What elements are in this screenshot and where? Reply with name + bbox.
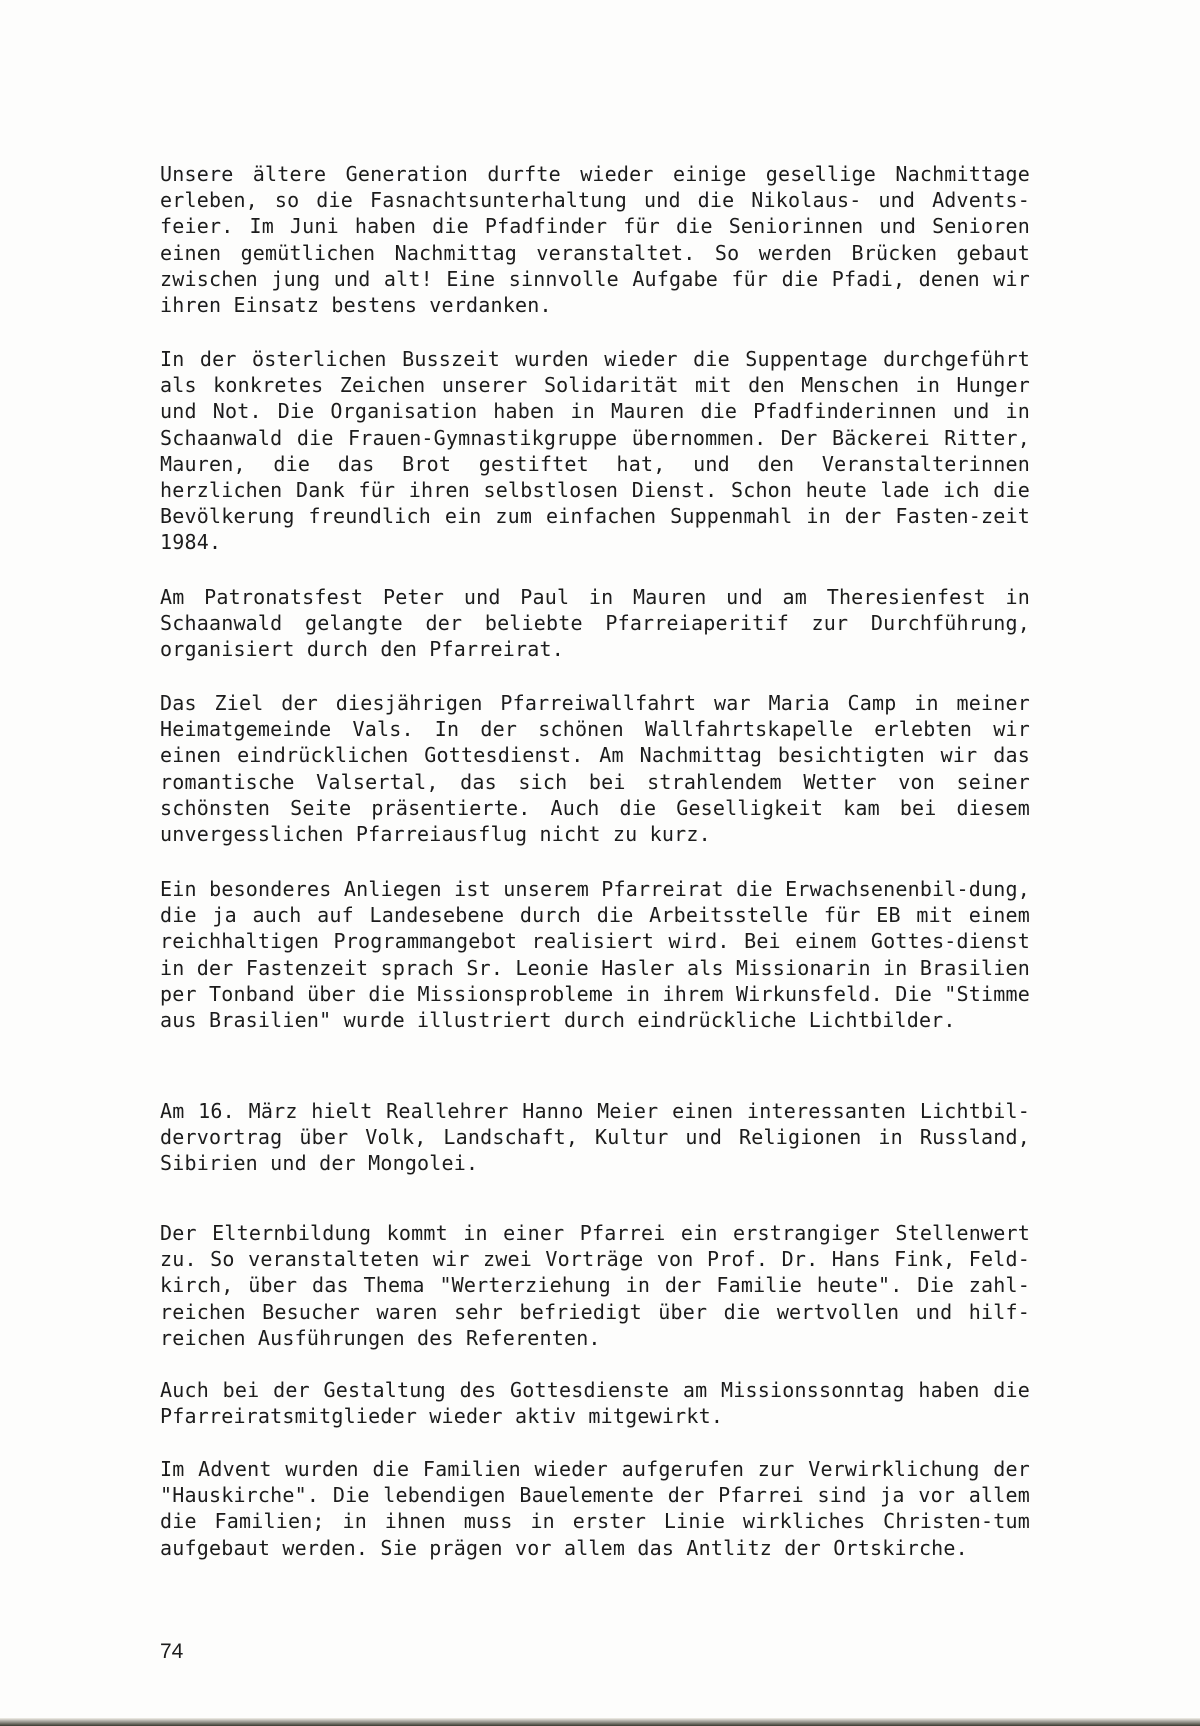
page-number: 74 [160, 1640, 184, 1663]
paragraph-mission-sunday: Auch bei der Gestaltung des Gottesdienste am Missionssonntag haben die Pfarreiratsmitglieder wieder aktiv mitgewirkt. [160, 1378, 1030, 1429]
paragraph-soup-days: In der österlichen Busszeit wurden wieder die Suppentage durchgeführt als konkretes Zeichen unserer Solidarität mit den Menschen in Hunger und Not. Die Organisation haben in Mauren die Pfadfinderinnen und in Schaanwald die Frauen-Gymnastikgruppe übernommen. Der Bäckerei Ritter, Mauren, die das Brot gestiftet hat, und den Veranstalterinnen herzlichen Dank für ihren selbstlosen Dienst. Schon heute lade ich die Bevölkerung freundlich ein zum einfachen Suppenmahl in der Fasten-zeit 1984. [160, 347, 1030, 555]
paragraph-pilgrimage: Das Ziel der diesjährigen Pfarreiwallfahrt war Maria Camp in meiner Heimatgemeinde Vals. In der schönen Wallfahrtskapelle erlebten wir einen eindrücklichen Gottesdienst. Am Nachmittag besichtigten wir das romantische Valsertal, das sich bei strahlendem Wetter von seiner schönsten Seite präsentierte. Auch die Geselligkeit kam bei diesem unvergesslichen Pfarreiausflug nicht zu kurz. [160, 691, 1030, 847]
paragraph-parent-education: Der Elternbildung kommt in einer Pfarrei ein erstrangiger Stellenwert zu. So veranstalteten wir zwei Vorträge von Prof. Dr. Hans Fink, Feld-kirch, über das Thema "Werterziehung in der Familie heute". Die zahl-reichen Besucher waren sehr befriedigt über die wertvollen und hilf-reichen Ausführungen des Referenten. [160, 1221, 1030, 1350]
paragraph-slide-lecture: Am 16. März hielt Reallehrer Hanno Meier einen interessanten Lichtbil-dervortrag über Volk, Landschaft, Kultur und Religionen in Russland, Sibirien und der Mongolei. [160, 1099, 1030, 1176]
paragraph-advent: Im Advent wurden die Familien wieder aufgerufen zur Verwirklichung der "Hauskirche". Die lebendigen Bauelemente der Pfarrei sind ja vor allem die Familien; in ihnen muss in erster Linie wirkliches Christen-tum aufgebaut werden. Sie prägen vor allem das Antlitz der Ortskirche. [160, 1457, 1030, 1560]
scan-bottom-edge [0, 1718, 1200, 1726]
paragraph-senior-afternoons: Unsere ältere Generation durfte wieder einige gesellige Nachmittage erleben, so die Fasnachtsunterhaltung und die Nikolaus- und Advents-feier. Im Juni haben die Pfadfinder für die Seniorinnen und Senioren einen gemütlichen Nachmittag veranstaltet. So werden Brücken gebaut zwischen jung und alt! Eine sinnvolle Aufgabe für die Pfadi, denen wir ihren Einsatz bestens verdanken. [160, 162, 1030, 318]
paragraph-adult-education: Ein besonderes Anliegen ist unserem Pfarreirat die Erwachsenenbil-dung, die ja auch auf Landesebene durch die Arbeitsstelle für EB mit einem reichhaltigen Programmangebot realisiert wird. Bei einem Gottes-dienst in der Fastenzeit sprach Sr. Leonie Hasler als Missionarin in Brasilien per Tonband über die Missionsprobleme in ihrem Wirkunsfeld. Die "Stimme aus Brasilien" wurde illustriert durch eindrückliche Lichtbilder. [160, 877, 1030, 1033]
paragraph-patronal-feast: Am Patronatsfest Peter und Paul in Mauren und am Theresienfest in Schaanwald gelangte der beliebte Pfarreiaperitif zur Durchführung, organisiert durch den Pfarreirat. [160, 585, 1030, 662]
